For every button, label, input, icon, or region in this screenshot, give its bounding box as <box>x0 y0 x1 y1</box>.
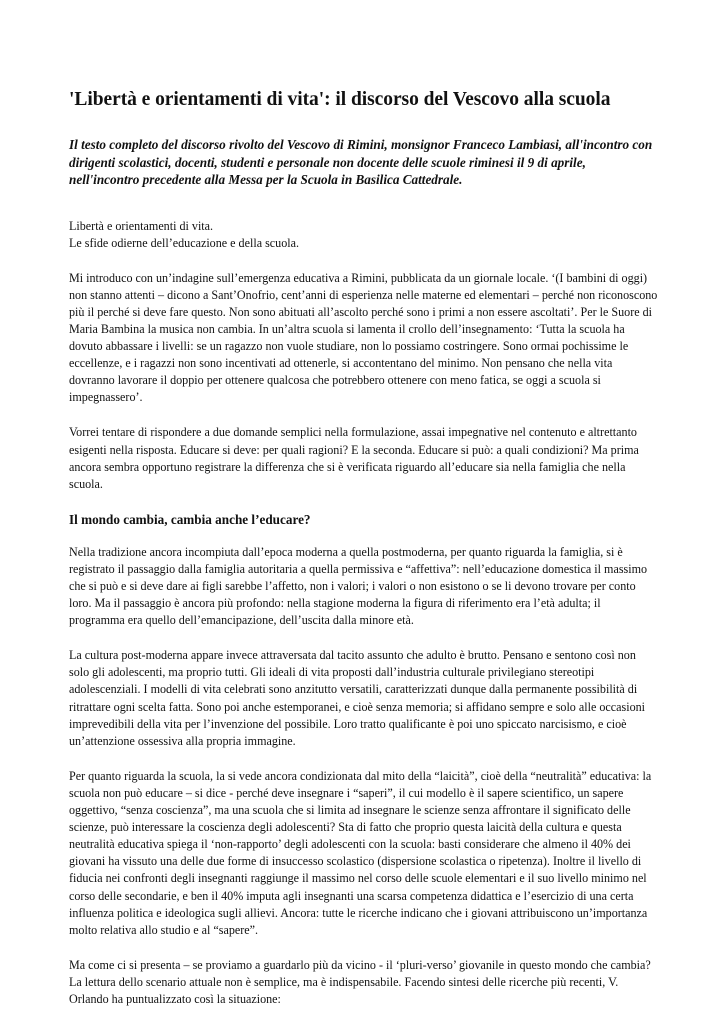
document-page <box>69 88 659 1026</box>
paragraph-1: Mi introduco con un’indagine sull’emergenza educativa a Rimini, pubblicata da un giornale locale. ‘(I bambini di oggi) non stanno attenti – dicono a Sant’Onofrio, cent’anni di esperienza nelle materne ed elementari – perché non riconoscono più il perché si deve fare questo. Non sono abituati all’ascolto perché sono i primi a non essere ascoltati’. Per le Suore di Maria Bambina la musica non cambia. In un’altra scuola si lamenta il crollo dell’insegnamento: ‘Tutta la scuola ha dovuto abbassare i livelli: se un ragazzo non vuole studiare, non lo possiamo costringere. Sono ormai pochissime le eccellenze, e i ragazzi non sono incentivati ad ottenerle, si accontentano del minimo. Non pensano che nella vita dovranno lavorare il doppio per ottenere qualcosa che potrebbero ottenere con meno fatica, se oggi a scuola si impegnassero’. <box>69 270 658 405</box>
intro-line-1: Libertà e orientamenti di vita. <box>69 218 214 233</box>
article-title: 'Libertà e orientamenti di vita': il discorso del Vescovo alla scuola <box>69 89 611 110</box>
intro-block <box>69 218 659 252</box>
article-lead: Il testo completo del discorso rivolto del Vescovo di Rimini, monsignor Franceco Lambiasi, all'incontro con dirigenti scolastici, docenti, studenti e personale non docente delle scuole riminesi il 9 di aprile, nell'incontro precedente alla Messa per la Scuola in Basilica Cattedrale. <box>69 137 653 187</box>
paragraph-2: Vorrei tentare di rispondere a due domande semplici nella formulazione, assai impegnative nel contenuto e altrettanto esigenti nella risposta. Educare si deve: per quali ragioni? E la seconda. Educare si può: a quali condizioni? Ma prima ancora sembra opportuno registrare la differenza che si è verificata riguardo all’educare sia nella famiglia che nella scuola. <box>69 425 639 491</box>
paragraph-4: La cultura post-moderna appare invece attraversata dal tacito assunto che adulto è brutto. Pensano e sentono così non solo gli adolescenti, ma proprio tutti. Gli ideali di vita proposti dall’industria culturale privilegiano stereotipi adolescenziali. I modelli di vita celebrati sono anzitutto versatili, caratterizzati dunque dalla permanente possibilità di ritrattare ogni scelta fatta. Sono poi anche estemporanei, e cioè senza memoria; si affidano sempre e solo alle occasioni imprevedibili della vita per l’invenzione del possibile. Loro tratto qualificante è poi uno spiccato narcisismo, e cioè un’attenzione ossessiva alla propria immagine. <box>69 648 646 748</box>
section-heading: Il mondo cambia, cambia anche l’educare? <box>69 511 311 527</box>
paragraph-5: Per quanto riguarda la scuola, la si vede ancora condizionata dal mito della “laicità”, cioè della “neutralità” educativa: la scuola non può educare – si dice - perché deve insegnare i “saperi”, il cui modello è il sapere scientifico, un sapere oggettivo, “senza coscienza”, ma una scuola che si limita ad insegnare le scienze senza affrontare il significato delle scienze, può interessare la coscienza degli adolescenti? Sta di fatto che proprio questa laicità della cultura e questa neutralità educativa spiega il ‘non-rapporto’ degli adolescenti con la scuola: basti considerare che almeno il 40% dei giovani ha vissuto una delle due forme di insuccesso scolastico (dispersione scolastica o ripetenza). Inoltre il livello di fiducia nei confronti degli insegnanti raggiunge il massimo nel corso delle scuole elementari e il suo livello minimo nel corso delle secondarie, e ben il 40% imputa agli insegnanti una scarsa competenza didattica e l’esercizio di una certa influenza politica e ideologica sugli allievi. Ancora: tutte le ricerche indicano che i giovani attribuiscono un’importanza molto relativa allo studio e al “sapere”. <box>69 768 652 937</box>
intro-line-2: Le sfide odierne dell’educazione e della scuola. <box>69 235 300 250</box>
paragraph-3: Nella tradizione ancora incompiuta dall’epoca moderna a quella postmoderna, per quanto riguarda la famiglia, si è registrato il passaggio dalla famiglia autoritaria a quella permissiva e “affettiva”: nell’educazione domestica il massimo che si può e si deve dare ai figli sarebbe l’affetto, non i valori; i valori o non esistono o se li devono trovare per conto loro. Ma il passaggio è ancora più profondo: nella stagione moderna la figura di riferimento era l’età adulta; il programma era quello dell’emancipazione, dell’uscita dalla minore età. <box>69 544 648 628</box>
paragraph-6: Ma come ci si presenta – se proviamo a guardarlo più da vicino - il ‘pluri-verso’ giovanile in questo mondo che cambia? La lettura dello scenario attuale non è semplice, ma è indispensabile. Facendo sintesi delle ricerche più recenti, V. Orlando ha puntualizzato così la situazione: <box>69 957 651 1006</box>
